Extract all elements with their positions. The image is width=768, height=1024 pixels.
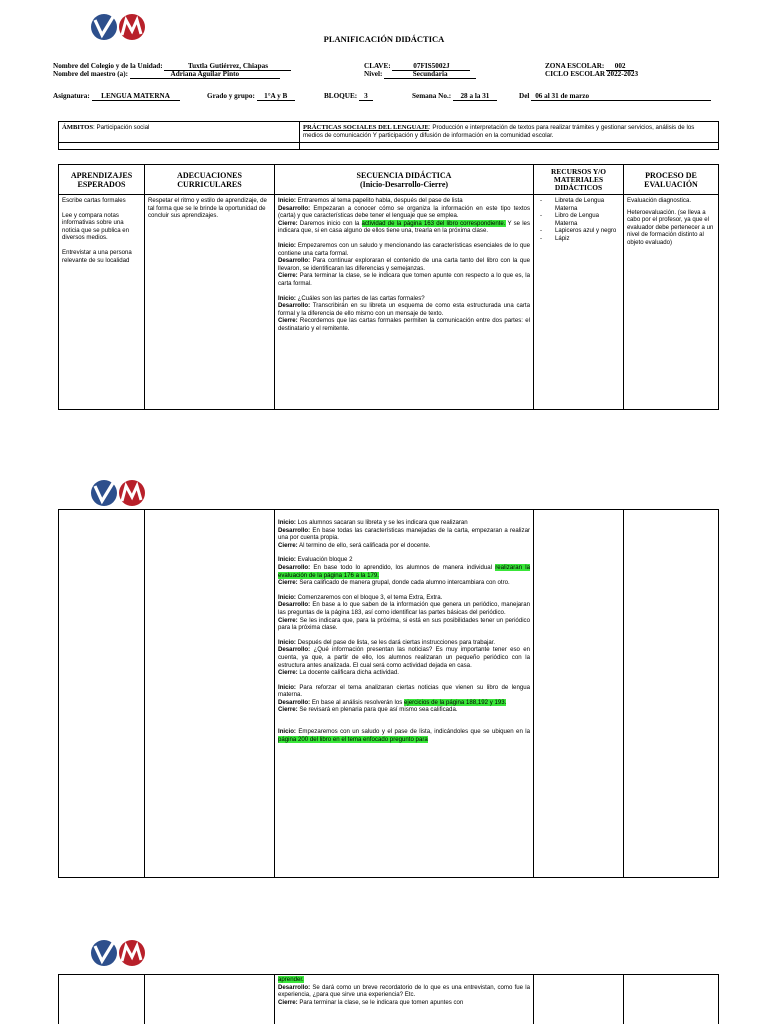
planning-table-2 xyxy=(58,509,719,878)
school-logo xyxy=(89,938,149,968)
recursos-cell xyxy=(534,510,624,878)
sequence-block: aprender. Desarrollo: Se dará como un breve recordatorio de lo que es una entrevistan, como fue la experiencia, ¿para que sirve una experiencia? Etc. Cierre: Para terminar la clase, se le indicara que tomen apuntes con xyxy=(278,976,530,1006)
sequence-block: Inicio: Evaluación bloque 2 Desarrollo: En base todo lo aprendido, los alumnos de manera individual realizaran la evaluación de la página 176 a la 179. Cierre: Sera calificado de manera grupal, donde cada alumno intercambiara con otro. xyxy=(278,556,530,587)
col-aprendizajes: APRENDIZAJES ESPERADOS xyxy=(59,165,145,195)
list-item: - Libreta de Lengua Materna xyxy=(551,197,620,212)
sequence-block: Inicio: Empezaremos con un saludo y mencionando las características esenciales de lo que contiene una carta formal. Desarrollo: Para continuar exploraran el contenido de una carta tanto del libro con la que llevaron, se identificaran las diferencias y semejanzas. Cierre: Para terminar la clase, se le indicara que tomen apunte con respecto a lo que es, la carta formal. xyxy=(278,241,530,287)
zona-value: 002 xyxy=(606,62,634,71)
highlighted-text: ejercicios de la página 188,192 y 193. xyxy=(404,698,507,706)
adecuaciones-cell: Respetar el ritmo y estilo de aprendizaje, de tal forma que se le brinde la oportunidad de concluir sus aprendizajes. xyxy=(145,195,275,410)
ciclo-escolar: CICLO ESCOLAR 2022-2023 xyxy=(545,70,639,78)
asignatura-value: LENGUA MATERNA xyxy=(92,92,180,101)
sequence-block: Inicio: Empezaremos con un saludo y el pase de lista, indicándoles que se ubiquen en la página 200 del libro en el tema enfocado pregunto para xyxy=(278,728,530,743)
sequence-block: Inicio: ¿Cuáles son las partes de las cartas formales? Desarrollo: Transcribirán en su libreta un esquema de como esta estructurada una carta formal y la diferencia de ello mismo con un mensaje de texto. Cierre: Recordemos que las cartas formales permiten la comunicación entre dos partes: el destinatario y el remitente. xyxy=(278,294,530,332)
teacher-row: Nombre del maestro (a): Adriana Aguilar Pinto xyxy=(53,70,280,79)
ambitos-cell: ÁMBITOS: Participación social xyxy=(59,122,300,143)
practicas-cell: PRÁCTICAS SOCIALES DEL LENGUAJE: Producción e interpretación de textos para realizar trámites y gestionar servicios, análisis de los medios de comunicación Y participación y difusión de información en la comunidad escolar. xyxy=(300,122,719,143)
document-title: PLANIFICACIÓN DIDÁCTICA xyxy=(323,34,445,44)
adecuaciones-cell xyxy=(145,975,275,1024)
semana-row: Semana No.: 28 a la 31 xyxy=(412,92,497,101)
page-1 xyxy=(0,0,768,430)
bloque-value: 3 xyxy=(359,92,373,101)
clave-value: 07FIS5002J xyxy=(392,62,470,71)
teacher-value: Adriana Aguilar Pinto xyxy=(130,70,280,79)
secuencia-cell xyxy=(275,510,534,878)
secuencia-cell xyxy=(275,975,534,1024)
aprendizajes-cell: Escribe cartas formales Lee y compara notas informativas sobre una noticia que se publica en diversos medios. Entrevistar a una persona relevante de su localidad xyxy=(59,195,145,410)
planning-table-1 xyxy=(58,164,719,410)
clave-row: CLAVE: 07FIS5002J xyxy=(364,62,470,71)
empty-cell xyxy=(300,143,719,150)
nivel-value: Secundaria xyxy=(384,70,476,79)
grado-value: 1°A y B xyxy=(257,92,295,101)
semana-value: 28 a la 31 xyxy=(453,92,497,101)
grado-row: Grado y grupo: 1°A y B xyxy=(207,92,295,101)
secuencia-cell xyxy=(275,195,534,410)
recursos-cell xyxy=(534,975,624,1024)
col-recursos: RECURSOS Y/O MATERIALES DIDÁCTICOS xyxy=(534,165,624,195)
ambitos-table xyxy=(58,121,719,150)
highlighted-text: realizaran la evaluación de la página 176 a la 179. xyxy=(278,563,530,579)
col-evaluacion: PROCESO DE EVALUACIÓN xyxy=(624,165,719,195)
aprendizajes-cell xyxy=(59,975,145,1024)
nivel-row: Nivel: Secundaria xyxy=(364,70,476,79)
school-logo xyxy=(89,478,149,508)
highlighted-text: página 200 del libro en el tema enfocado pregunto para xyxy=(278,735,428,743)
school-value: Tuxtla Gutiérrez, Chiapas xyxy=(164,62,291,71)
highlighted-text: aprender. xyxy=(278,976,304,983)
sequence-block: Inicio: Comenzaremos con el bloque 3, el tema Extra, Extra. Desarrollo: En base a lo que saben de la información que genera un periódico, manejaran las preguntas de la página 183, así como identificar las partes básicas del periódico. Cierre: Se les indicara que, para la próxima, si está en sus posibilidades tener un periódico para la próxima clase. xyxy=(278,593,530,632)
col-secuencia: SECUENCIA DIDÁCTICA (Inicio-Desarrollo-Cierre) xyxy=(275,165,534,195)
asignatura-row: Asignatura: LENGUA MATERNA xyxy=(53,92,180,101)
list-item: - Lapiceros azul y negro xyxy=(551,227,620,235)
page-3 xyxy=(0,930,768,1024)
page-2 xyxy=(0,470,768,890)
bloque-row: BLOQUE: 3 xyxy=(324,92,373,101)
evaluacion-cell: Evaluación diagnostica. Heteroevaluación. (se lleva a cabo por el profesor, ya que el evaluador debe pertenecer a un nivel de formación distinto al objeto evaluado) xyxy=(624,195,719,410)
evaluacion-cell xyxy=(624,510,719,878)
list-item: - Libro de Lengua Materna xyxy=(551,212,620,227)
empty-cell xyxy=(59,143,300,150)
aprendizajes-cell xyxy=(59,510,145,878)
list-item: - Lápiz xyxy=(551,235,620,243)
evaluacion-cell xyxy=(624,975,719,1024)
zona-row: ZONA ESCOLAR: 002 xyxy=(545,62,634,71)
sequence-block: Inicio: Entraremos al tema papelito habla, después del pase de lista Desarrollo: Empezaran a conocer cómo se organiza la información en este tipo textos (carta) y que características debe tener el lenguaje que se emplea. Cierre: Daremos inicio con la actividad de la página 163 del libro correspondiente. Y se les indicara que, si en casa alguno de ellos tiene una, trearla en la próxima clase. xyxy=(278,197,530,235)
highlighted-text: actividad de la página 163 del libro correspondiente. xyxy=(361,219,506,227)
fecha-value: 06 al 31 de marzo xyxy=(531,92,711,101)
sequence-block: Inicio: Después del pase de lista, se les dará ciertas instrucciones para trabajar. Desarrollo: ¿Qué información presentan las noticias? Es muy importante tener eso en cuenta, ya que, a partir de ello, los alumnos realizaran un pequeño periódico con la estructura antes analizada. El cual será como actividad dejada en casa. Cierre: La docente calificara dicha actividad. xyxy=(278,638,530,677)
planning-table-3 xyxy=(58,974,719,1024)
adecuaciones-cell xyxy=(145,510,275,878)
col-adecuaciones: ADECUACIONES CURRICULARES xyxy=(145,165,275,195)
fecha-row: Del 06 al 31 de marzo xyxy=(519,92,711,101)
recursos-cell xyxy=(534,195,624,410)
sequence-block: Inicio: Para reforzar el tema analizaran ciertas noticias que vienen su libro de lengua materna. Desarrollo: En base al análisis resolverán los ejercicios de la página 188,192 y 193. Cierre: Se revisará en plenaria para que así mismo sea calificada. xyxy=(278,683,530,714)
school-row: Nombre del Colegio y de la Unidad: Tuxtla Gutiérrez, Chiapas xyxy=(53,62,291,71)
sequence-block: Inicio: Los alumnos sacaran su libreta y se les indicara que realizaran Desarrollo: En base todas las características manejadas de la carta, empezaran a realizar una por cuenta propia. Cierre: Al termino de ello, será calificada por el docente. xyxy=(278,519,530,549)
